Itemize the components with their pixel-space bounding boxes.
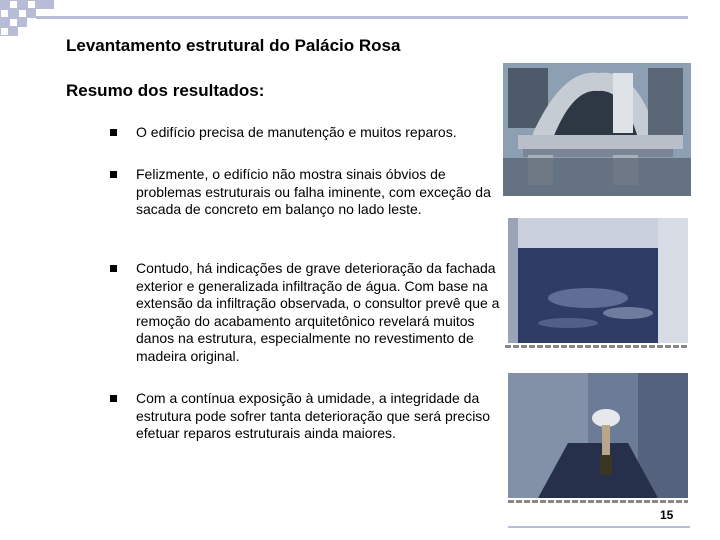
bullet-marker-icon bbox=[110, 129, 117, 136]
corner-decoration bbox=[0, 0, 60, 40]
bullet-text: Felizmente, o edifício não mostra sinais óbvios de problemas estruturais ou falha iminente, com exceção da sacada de concreto em balanço no lado leste. bbox=[136, 166, 491, 217]
wall-damage-photo bbox=[508, 373, 688, 498]
bullet-text: O edifício precisa de manutenção e muitos reparos. bbox=[136, 124, 457, 140]
slide-title: Levantamento estrutural do Palácio Rosa bbox=[66, 36, 401, 55]
slide-subtitle: Resumo dos resultados: bbox=[66, 81, 265, 100]
bullet-text: Contudo, há indicações de grave deterioração da fachada exterior e generalizada infiltração de água. Com base na extensão da infiltração observada, o consultor prevê que a remoção do acabamento arquitetônico revelará muitos danos na estrutura, especialmente no revestimento de madeira original. bbox=[136, 260, 500, 364]
bullet-item bbox=[110, 260, 505, 365]
bullet-marker-icon bbox=[110, 265, 117, 272]
bullet-marker-icon bbox=[110, 395, 117, 402]
footer-divider bbox=[508, 526, 690, 528]
bullet-item bbox=[110, 166, 505, 219]
bullet-item bbox=[110, 124, 457, 142]
bullet-marker-icon bbox=[110, 171, 117, 178]
wall-photo-caption bbox=[508, 499, 688, 503]
balcony-photo bbox=[503, 63, 691, 196]
page-number: 15 bbox=[660, 508, 674, 522]
floor-photo-caption bbox=[505, 344, 688, 348]
bullet-text: Com a contínua exposição à umidade, a integridade da estrutura pode sofrer tanta deterioração que será preciso efetuar reparos estruturais ainda maiores. bbox=[136, 390, 491, 441]
bullet-item bbox=[110, 390, 505, 443]
floor-damage-photo bbox=[508, 218, 688, 343]
header-divider bbox=[36, 16, 688, 19]
